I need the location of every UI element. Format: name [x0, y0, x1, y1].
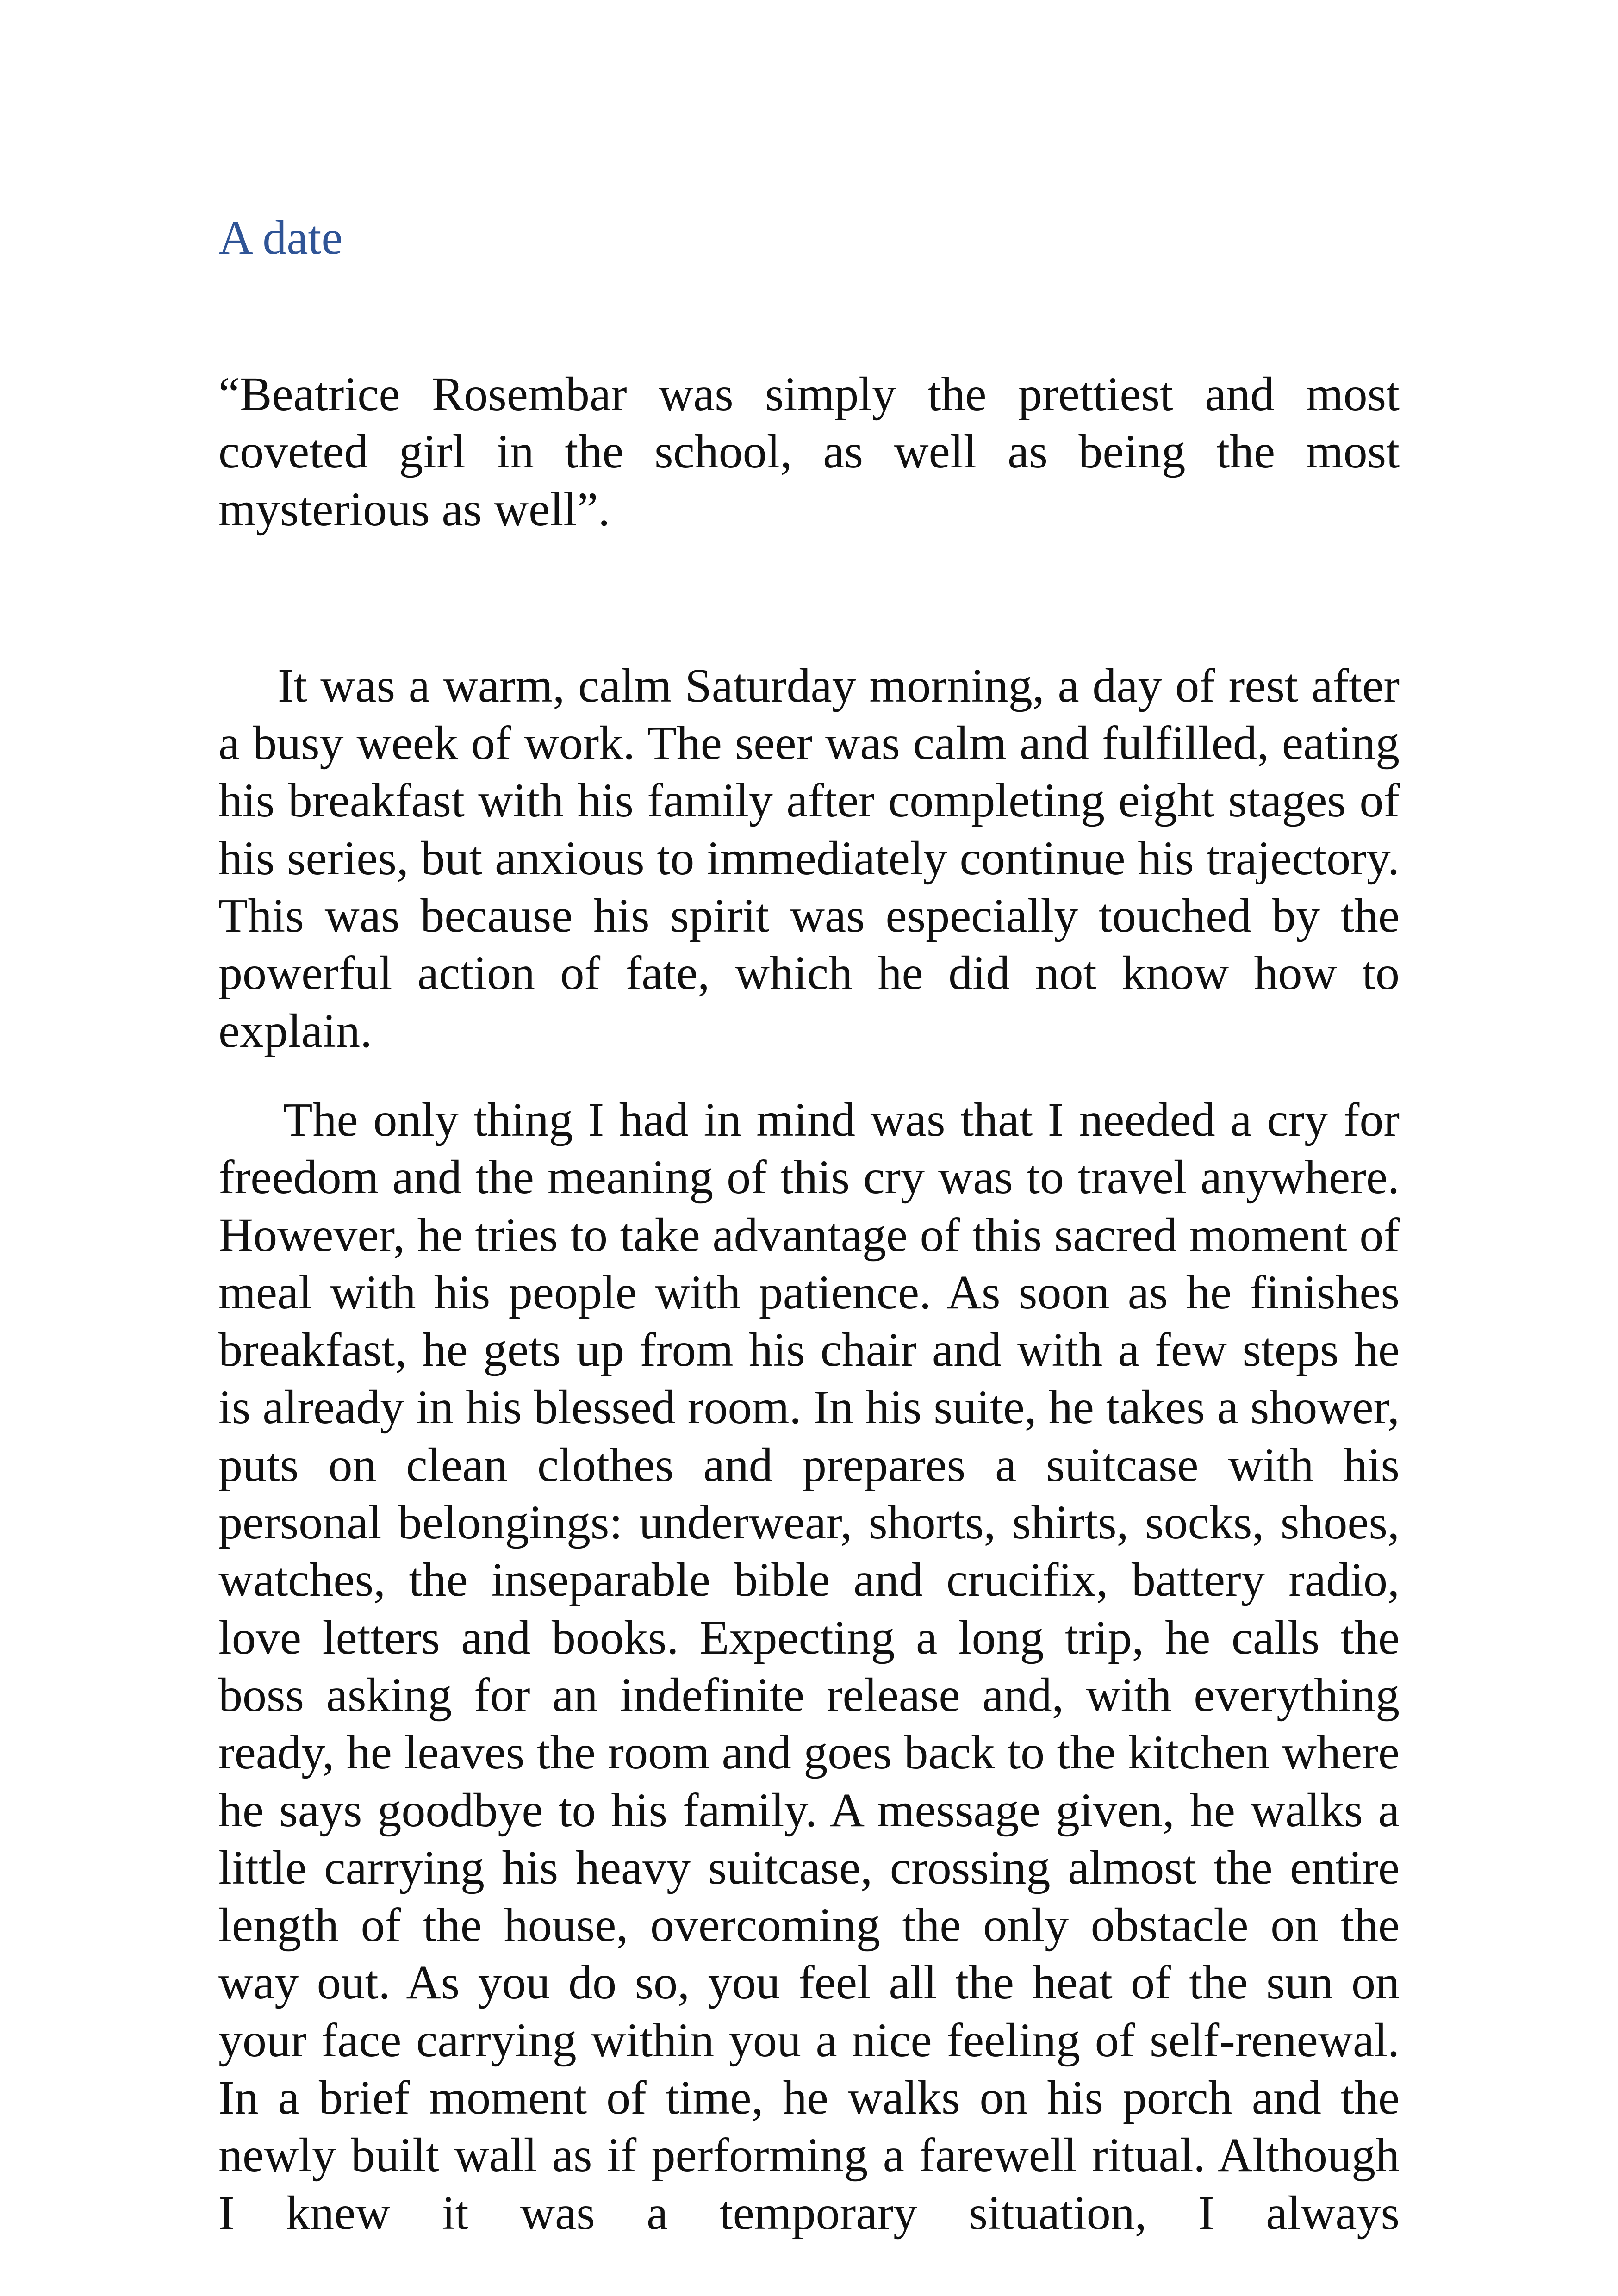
epigraph-quote: “Beatrice Rosembar was simply the prettiest and most coveted girl in the school, as well as being the most mysterious as well”. — [218, 367, 1400, 536]
body-paragraph-1: It was a warm, calm Saturday morning, a day of rest after a busy week of work. The seer was calm and fulfilled, eating his breakfast with his family after completing eight stages of his series, but anxious to immediately continue his trajectory. This was because his spirit was especially touched by the powerful action of fate, which he did not know how to explain. — [218, 659, 1400, 1058]
document-title: A date — [218, 211, 343, 264]
document-body — [218, 366, 1400, 2242]
body-paragraph-2: The only thing I had in mind was that I needed a cry for freedom and the meaning of this cry was to travel anywhere. However, he tries to take advantage of this sacred moment of meal with his people with patience. As soon as he finishes breakfast, he gets up from his chair and with a few steps he is already in his blessed room. In his suite, he takes a shower, puts on clean clothes and prepares a suitcase with his personal belongings: underwear, shorts, shirts, socks, shoes, watches, the inseparable bible and crucifix, battery radio, love letters and books. Expecting a long trip, he calls the boss asking for an indefinite release and, with everything ready, he leaves the room and goes back to the kitchen where he says goodbye to his family. A message given, he walks a little carrying his heavy suitcase, crossing almost the entire length of the house, overcoming the only obstacle on the way out. As you do so, you feel all the heat of the sun on your face carrying within you a nice feeling of self-renewal. In a brief moment of time, he walks on his porch and the newly built wall as if performing a farewell ritual. Although I knew it was a temporary situation, I always — [218, 1093, 1400, 2240]
